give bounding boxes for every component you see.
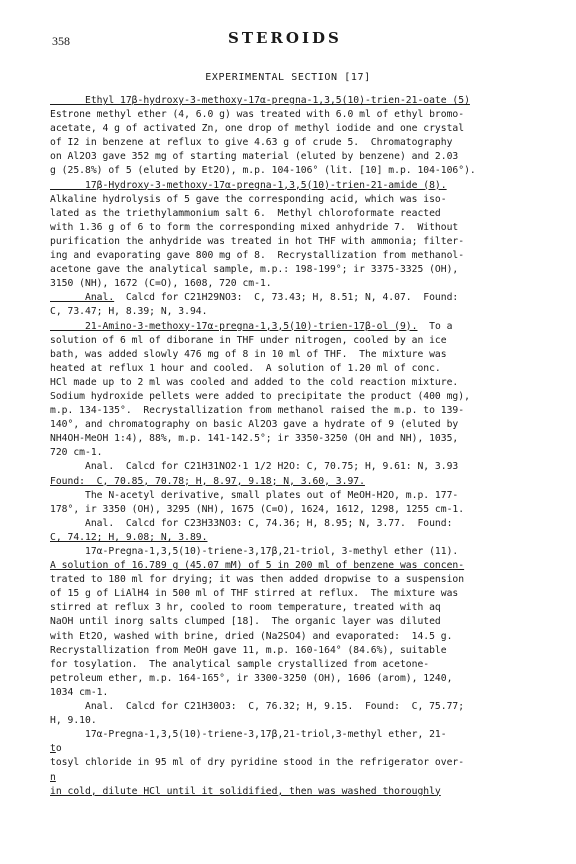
text-line: NaOH until inorg salts clumped [18]. The organic layer was diluted bbox=[50, 616, 441, 628]
compound-heading-8: 17β-Hydroxy-3-methoxy-17α-pregna-1,3,5(10)-trien-21-amide (8). bbox=[50, 179, 447, 191]
text-line: The N-acetyl derivative, small plates out of MeOH-H2O, m.p. 177- bbox=[50, 489, 459, 501]
text-line: Sodium hydroxide pellets were added to precipitate the product (400 mg), bbox=[50, 390, 470, 402]
text-line: 1034 cm-1. bbox=[50, 686, 109, 698]
text-line: g (25.8%) of 5 (eluted by Et2O), m.p. 104-106° (lit. [10] m.p. 104-106°). bbox=[50, 165, 476, 177]
text-line: NH4OH-MeOH 1:4), 88%, m.p. 141-142.5°; ir 3350-3250 (OH and NH), 1035, bbox=[50, 433, 459, 445]
text-line: Anal. Calcd for C23H33NO3: C, 74.36; H, 8.95; N, 3.77. Found: bbox=[50, 517, 453, 529]
page-number: 358 bbox=[52, 34, 70, 48]
compound-heading-12-cont: in cold, dilute HCl until it solidified, then was washed thoroughly bbox=[50, 785, 441, 797]
text-line: HCl made up to 2 ml was cooled and added to the cold reaction mixture. bbox=[50, 376, 459, 388]
body-text bbox=[50, 94, 566, 841]
text-line: of 15 g of LiAlH4 in 500 ml of THF stirred at reflux. The mixture was bbox=[50, 588, 459, 600]
text-line: 140°, and chromatography on basic Al2O3 gave a hydrate of 9 (eluted by bbox=[50, 419, 459, 431]
text-line bbox=[50, 531, 566, 545]
text-line: 720 cm-1. bbox=[50, 447, 103, 459]
text-line: of I2 in benzene at reflux to give 4.63 g of crude 5. Chromatography bbox=[50, 137, 453, 149]
text-line: for tosylation. The analytical sample crystallized from acetone- bbox=[50, 658, 430, 670]
anal-label: C, 74.12; H, 9.08; N, 3.89. bbox=[50, 531, 208, 543]
text-line: purification the anhydride was treated in hot THF with ammonia; filter- bbox=[50, 235, 465, 247]
text-fragment: o bbox=[55, 743, 62, 755]
text-line bbox=[50, 94, 566, 108]
text-line bbox=[50, 320, 566, 334]
text-line: 17α-Pregna-1,3,5(10)-triene-3,17β,21-triol, 3-methyl ether (11). bbox=[50, 546, 459, 557]
compound-heading-12: n bbox=[50, 771, 56, 783]
text-line: H, 9.10. bbox=[50, 715, 97, 727]
text-line bbox=[50, 813, 566, 827]
text-fragment: Calcd for C21H29NO3: C, 73.43; H, 8.51; N, 4.07. Found: bbox=[114, 292, 459, 304]
text-line: ing and evaporating gave 800 mg of 8. Recrystallization from methanol- bbox=[50, 250, 465, 262]
text-line: C, 73.47; H, 8.39; N, 3.94. bbox=[50, 306, 208, 318]
text-line: 17α-Pregna-1,3,5(10)-triene-3,17β,21-triol,3-methyl ether, 21- bbox=[50, 729, 447, 741]
text-line: stirred at reflux 3 hr, cooled to room temperature, treated with aq bbox=[50, 602, 441, 614]
text-line: with Et2O, washed with brine, dried (Na2SO4) and evaporated: 14.5 g. bbox=[50, 630, 453, 642]
text-line: Anal. Calcd for C21H30O3: C, 76.32; H, 9.15. Found: C, 75.77; bbox=[50, 701, 465, 713]
text-line: lated as the triethylammonium salt 6. Methyl chloroformate reacted bbox=[50, 207, 441, 219]
text-line bbox=[50, 785, 566, 799]
text-line: solution of 6 ml of diborane in THF under nitrogen, cooled by an ice bbox=[50, 334, 447, 346]
section-title: EXPERIMENTAL SECTION [17] bbox=[205, 72, 371, 83]
text-line: tosyl chloride in 95 ml of dry pyridine stood in the refrigerator over- bbox=[50, 757, 465, 769]
text-line: Anal. Calcd for C21H31NO2·1 1/2 H2O: C, 70.75; H, 9.61: N, 3.93 bbox=[50, 461, 459, 473]
journal-title: STEROIDS bbox=[228, 29, 342, 47]
text-line: bath, was added slowly 476 mg of 8 in 10 ml of THF. The mixture was bbox=[50, 348, 447, 360]
anal-label: Found: C, 70.85, 70.78; H, 8.97, 9.18; N, 3.60, 3.97. bbox=[50, 475, 365, 487]
anal-label: Anal. bbox=[50, 292, 115, 304]
compound-heading-11: A solution of 16.789 g (45.07 mM) of 5 in 200 ml of benzene was concen- bbox=[50, 560, 465, 572]
text-line: Alkaline hydrolysis of 5 gave the corresponding acid, which was iso- bbox=[50, 193, 447, 205]
text-line: trated to 180 ml for drying; it was then added dropwise to a suspension bbox=[50, 574, 465, 586]
text-line: petroleum ether, m.p. 164-165°, ir 3300-3250 (OH), 1606 (arom), 1240, bbox=[50, 672, 453, 684]
anal-label: t bbox=[50, 743, 56, 755]
text-line: on Al2O3 gave 352 mg of starting material (eluted by benzene) and 2.03 bbox=[50, 151, 459, 163]
text-line bbox=[50, 742, 566, 756]
text-line: 3150 (NH), 1672 (C=O), 1608, 720 cm-1. bbox=[50, 278, 272, 290]
text-line: with 1.36 g of 6 to form the corresponding mixed anhydride 7. Without bbox=[50, 221, 459, 233]
text-line: heated at reflux 1 hour and cooled. A solution of 1.20 ml of conc. bbox=[50, 362, 441, 374]
text-line: m.p. 134-135°. Recrystallization from methanol raised the m.p. to 139- bbox=[50, 405, 465, 417]
text-line: Estrone methyl ether (4, 6.0 g) was treated with 6.0 ml of ethyl bromo- bbox=[50, 109, 465, 121]
compound-heading-9: 21-Amino-3-methoxy-17α-pregna-1,3,5(10)-trien-17β-ol (9). bbox=[50, 320, 418, 332]
text-line bbox=[50, 771, 566, 785]
text-line: acetate, 4 g of activated Zn, one drop of methyl iodide and one crystal bbox=[50, 123, 465, 135]
text-line bbox=[50, 179, 566, 193]
text-fragment: To a bbox=[417, 320, 453, 332]
text-line bbox=[50, 799, 566, 813]
text-line: Recrystallization from MeOH gave 11, m.p. 160-164° (84.6%), suitable bbox=[50, 644, 447, 656]
text-line bbox=[50, 827, 566, 841]
text-line: 178°, ir 3350 (OH), 3295 (NH), 1675 (C=O), 1624, 1612, 1298, 1255 cm-1. bbox=[50, 503, 465, 515]
text-line bbox=[50, 291, 566, 305]
text-line bbox=[50, 475, 566, 489]
text-line: acetone gave the analytical sample, m.p.: 198-199°; ir 3375-3325 (OH), bbox=[50, 264, 459, 276]
compound-heading-5: Ethyl 17β-hydroxy-3-methoxy-17α-pregna-1,3,5(10)-trien-21-oate (5) bbox=[50, 95, 470, 106]
text-line bbox=[50, 559, 566, 573]
